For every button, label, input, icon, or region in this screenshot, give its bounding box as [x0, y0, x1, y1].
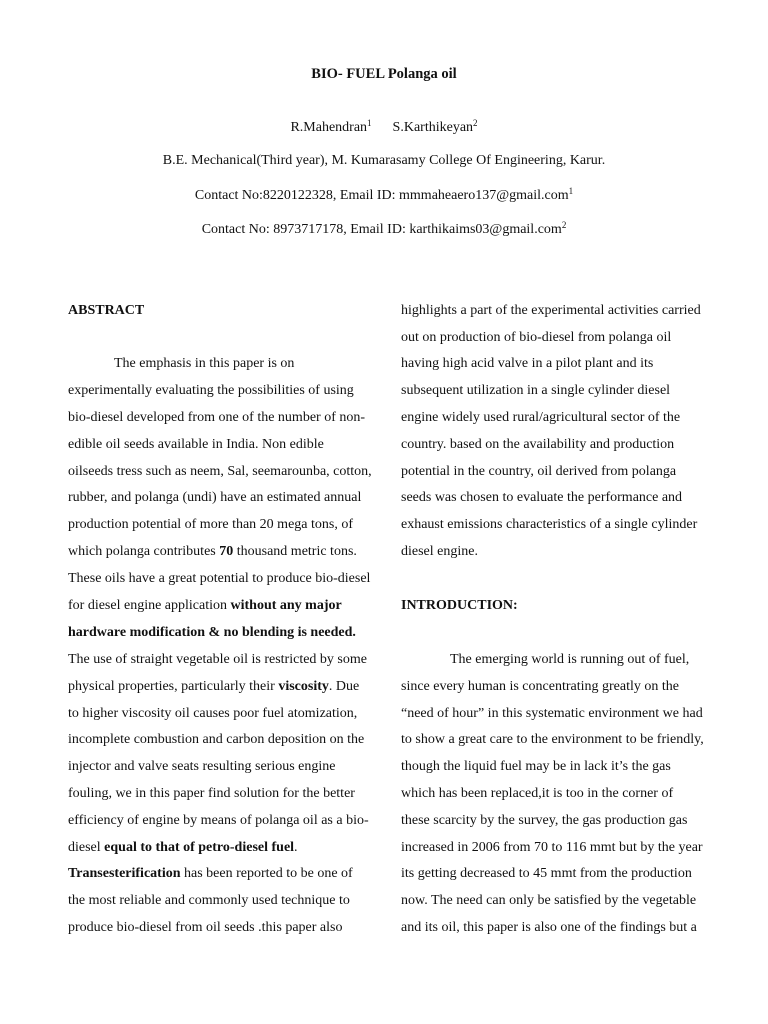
author-1: R.Mahendran — [290, 120, 368, 135]
author-line — [0, 120, 768, 136]
abstract-line — [68, 840, 298, 856]
abstract-heading: ABSTRACT — [68, 303, 145, 318]
intro-line: “need of hour” in this systematic environment we had — [401, 706, 703, 721]
intro-line: its getting decreased to 45 mmt from the production — [401, 866, 692, 881]
abstract-bold-text: hardware modification & no blending is needed. — [68, 625, 356, 640]
abstract-line: highlights a part of the experimental activities carried — [401, 303, 701, 318]
abstract-line: out on production of bio-diesel from polanga oil — [401, 330, 672, 345]
contact-line-1 — [0, 188, 768, 204]
abstract-text: for diesel engine application — [68, 598, 231, 613]
abstract-line: country. based on the availability and production — [401, 437, 675, 452]
abstract-line: having high acid valve in a pilot plant and its — [401, 356, 654, 371]
intro-line: though the liquid fuel may be in lack it’s the gas — [401, 759, 671, 774]
author-2: S.Karthikeyan — [392, 120, 474, 135]
abstract-text: thousand metric tons. — [233, 544, 357, 559]
intro-line: The emerging world is running out of fuel, — [450, 652, 690, 667]
abstract-line — [68, 625, 356, 641]
abstract-text: which polanga contributes — [68, 544, 220, 559]
abstract-line: fouling, we in this paper find solution for the better — [68, 786, 355, 801]
abstract-line: production potential of more than 20 mega tons, of — [68, 517, 353, 532]
abstract-line — [68, 866, 353, 882]
intro-line: these scarcity by the survey, the gas production gas — [401, 813, 688, 828]
abstract-line: seeds was chosen to evaluate the performance and — [401, 490, 683, 505]
abstract-line: exhaust emissions characteristics of a single cylinder — [401, 517, 698, 532]
abstract-line: injector and valve seats resulting serious engine — [68, 759, 336, 774]
abstract-text: physical properties, particularly their — [68, 679, 279, 694]
abstract-line: produce bio-diesel from oil seeds .this paper also — [68, 920, 343, 935]
abstract-line: oilseeds tress such as neem, Sal, seemarounba, cotton, — [68, 464, 372, 479]
intro-line: increased in 2006 from 70 to 116 mmt but by the year — [401, 840, 703, 855]
abstract-line: These oils have a great potential to produce bio-diesel — [68, 571, 371, 586]
intro-line: to show a great care to the environment to be friendly, — [401, 732, 704, 747]
abstract-line: edible oil seeds available in India. Non edible — [68, 437, 324, 452]
abstract-bold-text: viscosity — [278, 679, 329, 694]
intro-line: since every human is concentrating greatly on the — [401, 679, 679, 694]
abstract-text: . Due — [328, 679, 360, 694]
abstract-bold-text: equal to that of petro-diesel fuel — [104, 840, 295, 855]
abstract-line: to higher viscosity oil causes poor fuel atomization, — [68, 706, 358, 721]
abstract-line — [68, 679, 359, 695]
abstract-line: the most reliable and commonly used technique to — [68, 893, 350, 908]
abstract-line: The use of straight vegetable oil is restricted by some — [68, 652, 367, 667]
contact-line-2 — [0, 222, 768, 238]
paper-title: BIO- FUEL Polanga oil — [311, 66, 457, 82]
abstract-line: rubber, and polanga (undi) have an estimated annual — [68, 490, 362, 505]
introduction-heading: INTRODUCTION: — [401, 598, 518, 613]
intro-line: now. The need can only be satisfied by the vegetable — [401, 893, 697, 908]
abstract-line: diesel engine. — [401, 544, 478, 559]
abstract-text: diesel — [68, 840, 105, 855]
intro-line: which has been replaced,it is too in the corner of — [401, 786, 674, 801]
author-1-affil-mark: 1 — [367, 118, 372, 128]
abstract-line: subsequent utilization in a single cylinder diesel — [401, 383, 671, 398]
contact-2-mark: 2 — [561, 220, 567, 230]
author-2-affil-mark: 2 — [473, 118, 478, 128]
abstract-line — [68, 544, 357, 560]
abstract-text: . — [294, 840, 298, 855]
abstract-line: experimentally evaluating the possibilities of using — [68, 383, 354, 398]
abstract-text: has been reported to be one of — [180, 866, 353, 881]
abstract-line: incomplete combustion and carbon deposition on the — [68, 732, 365, 747]
abstract-line: engine widely used rural/agricultural sector of the — [401, 410, 681, 425]
contact-1-mark: 1 — [568, 186, 574, 196]
abstract-line — [68, 598, 342, 614]
intro-line: and its oil, this paper is also one of the findings but a — [401, 920, 697, 935]
abstract-bold-text: Transesterification — [68, 866, 181, 881]
affiliation: B.E. Mechanical(Third year), M. Kumarasamy College Of Engineering, Karur. — [162, 153, 606, 168]
contact-1-text: Contact No:8220122328, Email ID: mmmaheaero137@gmail.com — [194, 188, 569, 203]
abstract-bold-text: without any major — [230, 598, 342, 613]
abstract-line: bio-diesel developed from one of the number of non- — [68, 410, 366, 425]
abstract-line: potential in the country, oil derived from polanga — [401, 464, 677, 479]
abstract-line: The emphasis in this paper is on — [114, 356, 295, 371]
abstract-bold-number: 70 — [219, 544, 234, 559]
abstract-line: efficiency of engine by means of polanga oil as a bio- — [68, 813, 369, 828]
contact-2-text: Contact No: 8973717178, Email ID: karthikaims03@gmail.com — [201, 222, 562, 237]
